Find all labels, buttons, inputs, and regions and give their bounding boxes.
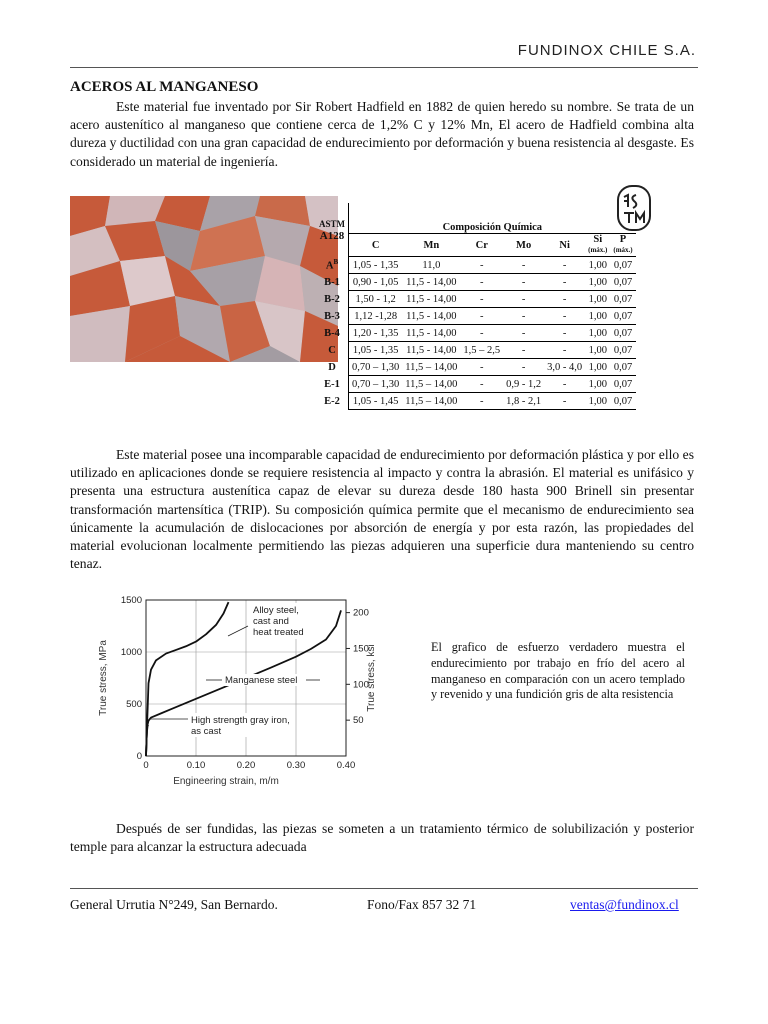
series-label-manganese: Manganese steel	[225, 675, 298, 686]
table-cell: 11,5 – 14,00	[402, 376, 460, 393]
leader-line	[228, 626, 248, 636]
table-cell: -	[503, 274, 544, 291]
table-cell: 1,00	[585, 359, 610, 376]
table-cell: -	[544, 393, 585, 410]
table-cell: 0,07	[610, 325, 635, 342]
table-cell: 1,05 - 1,35	[349, 342, 403, 359]
table-cell: -	[503, 308, 544, 325]
table-cell: -	[544, 325, 585, 342]
y-right-tick-label: 100	[353, 679, 369, 691]
column-header: Ni	[544, 234, 585, 257]
table-cell: 0,9 - 1,2	[503, 376, 544, 393]
footer-email-link[interactable]: ventas@fundinox.cl	[570, 897, 679, 912]
grade-label: $A^B$	[316, 257, 349, 274]
series-label-alloy: Alloy steel, cast and heat treated	[253, 605, 304, 638]
table-row	[316, 359, 636, 376]
table-cell: -	[544, 274, 585, 291]
grade-label: B-4	[316, 325, 349, 342]
table-cell: -	[460, 393, 503, 410]
table-cell: 0,07	[610, 359, 635, 376]
table-cell: 1,00	[585, 274, 610, 291]
table-cell: 0,07	[610, 274, 635, 291]
table-cell: 1,00	[585, 291, 610, 308]
footer-divider	[70, 888, 698, 889]
table-cell: 1,05 - 1,45	[349, 393, 403, 410]
table-row	[316, 342, 636, 359]
table-cell: -	[544, 308, 585, 325]
table-row	[316, 325, 636, 342]
header-divider	[70, 67, 698, 68]
table-cell: -	[503, 342, 544, 359]
y-tick-label: 1000	[120, 647, 142, 658]
table-cell: 1,20 - 1,35	[349, 325, 403, 342]
company-name: FUNDINOX CHILE S.A.	[517, 42, 696, 59]
y-tick-label: 1500	[120, 595, 142, 606]
table-cell: 1,00	[585, 376, 610, 393]
table-cell: 1,00	[585, 342, 610, 359]
table-row	[316, 291, 636, 308]
table-row	[316, 393, 636, 410]
x-tick-label: 0.20	[236, 760, 256, 771]
table-cell: -	[460, 376, 503, 393]
table-cell: 1,00	[585, 308, 610, 325]
table-cell: 11,0	[402, 257, 460, 274]
page-title: ACEROS AL MANGANESO	[70, 79, 259, 95]
table-cell: 0,70 – 1,30	[349, 359, 403, 376]
y-tick-label-zero: 0	[136, 751, 142, 762]
table-cell: -	[460, 308, 503, 325]
x-tick-label: 0	[143, 760, 149, 771]
table-cell: 0,07	[610, 308, 635, 325]
table-cell: -	[544, 342, 585, 359]
column-header: C	[349, 234, 403, 257]
table-cell: -	[460, 274, 503, 291]
y-right-tick-label: 150	[353, 643, 369, 655]
table-cell: 11,5 - 14,00	[402, 291, 460, 308]
series-label-gray-iron: High strength gray iron, as cast	[191, 715, 290, 737]
table-cell: 1,8 - 2,1	[503, 393, 544, 410]
grade-label: E-2	[316, 393, 349, 410]
body-paragraph: Este material posee una incomparable capacidad de endurecimiento por deformación plástica y por ello es utilizado en aplicaciones donde se requiere resistencia al impacto y contra la abrasión. El material es unifásico y presenta una estructura austenítica capaz de elevar su dureza desde 180 hasta 900 Brinell sin presentar transformación martensítica (TRIP). Su composición química permite que el mecanismo de endurecimiento sea únicamente la acumulación de dislocaciones por absorción de energía y por esta razón, las propiedades del material evolucionan localmente permitiendo las piezas adquieren una superficie dura manteniendo su centro tenaz.	[70, 447, 694, 572]
composition-table	[316, 203, 636, 410]
table-cell: 1,00	[585, 393, 610, 410]
x-tick-label: 0.10	[186, 760, 206, 771]
table-cell: -	[544, 257, 585, 274]
x-tick-label: 0.40	[336, 760, 356, 771]
grade-label: D	[316, 359, 349, 376]
table-cell: 11,5 – 14,00	[402, 359, 460, 376]
microstructure-image	[70, 196, 338, 362]
table-title: Composición Química	[349, 203, 636, 234]
table-cell: 1,12 -1,28	[349, 308, 403, 325]
table-cell: 0,07	[610, 257, 635, 274]
chart-caption: El grafico de esfuerzo verdadero muestra el endurecimiento por trabajo en frío del acero al manganeso en comparación con un acero templado y revenido y una fundición gris de alta resistencia	[431, 640, 685, 702]
closing-paragraph: Después de ser fundidas, las piezas se someten a un tratamiento térmico de solubilización y posterior temple para alcanzar la estructura adecuada	[70, 821, 694, 855]
y-right-tick-label: 200	[353, 607, 369, 619]
intro-paragraph: Este material fue inventado por Sir Robert Hadfield en 1882 de quien heredo su nombre. Se trata de un acero austenítico al manganeso que contiene cerca de 1,2% C y 12% Mn, El acero de Hadfield combina alta dureza y ductilidad con una gran capacidad de endurecimiento por deformación y buena resistencia al desgaste. Es considerado un material de ingeniería.	[70, 99, 694, 169]
table-cell: -	[460, 291, 503, 308]
table-cell: 0,90 - 1,05	[349, 274, 403, 291]
table-row	[316, 274, 636, 291]
stress-strain-chart	[88, 586, 378, 796]
table-cell: 1,00	[585, 257, 610, 274]
table-cell: -	[460, 257, 503, 274]
column-header: Si (máx.)	[585, 234, 610, 257]
astm-label: ASTM A128	[316, 203, 349, 257]
grade-label: B-3	[316, 308, 349, 325]
table-cell: 0,70 – 1,30	[349, 376, 403, 393]
table-cell: 0,07	[610, 291, 635, 308]
column-header: Mn	[402, 234, 460, 257]
table-cell: -	[503, 291, 544, 308]
table-cell: 0,07	[610, 376, 635, 393]
grade-label: B-2	[316, 291, 349, 308]
column-header: Mo	[503, 234, 544, 257]
table-cell: 11,5 – 14,00	[402, 393, 460, 410]
table-cell: 11,5 - 14,00	[402, 274, 460, 291]
table-row	[316, 308, 636, 325]
table-cell: 1,5 – 2,5	[460, 342, 503, 359]
table-cell: -	[503, 325, 544, 342]
y-right-tick-label: 50	[353, 715, 364, 727]
table-cell: 1,00	[585, 325, 610, 342]
table-cell: 1,50 - 1,2	[349, 291, 403, 308]
grade-label: B-1	[316, 274, 349, 291]
column-header: Cr	[460, 234, 503, 257]
table-row	[316, 376, 636, 393]
footer-address: General Urrutia N°249, San Bernardo.	[70, 897, 278, 912]
table-cell: -	[544, 376, 585, 393]
table-cell: 11,5 - 14,00	[402, 342, 460, 359]
table-row	[316, 257, 636, 274]
y-tick-label: 500	[126, 699, 142, 710]
table-cell: 11,5 - 14,00	[402, 308, 460, 325]
table-cell: -	[460, 325, 503, 342]
table-cell: 0,07	[610, 342, 635, 359]
table-cell: 0,07	[610, 393, 635, 410]
y-axis-label: True stress, MPa	[98, 640, 109, 716]
table-cell: -	[503, 359, 544, 376]
y-right-axis-label: True stress, ksi	[366, 644, 377, 712]
grade-label: E-1	[316, 376, 349, 393]
x-axis-label: Engineering strain, m/m	[173, 776, 279, 787]
column-header: P (máx.)	[610, 234, 635, 257]
table-cell: -	[460, 359, 503, 376]
x-tick-label: 0.30	[286, 760, 306, 771]
table-cell: -	[503, 257, 544, 274]
table-cell: 11,5 - 14,00	[402, 325, 460, 342]
table-cell: 3,0 - 4,0	[544, 359, 585, 376]
footer-phone: Fono/Fax 857 32 71	[367, 897, 477, 912]
grade-label: C	[316, 342, 349, 359]
table-header-row	[316, 234, 636, 257]
series-line-2	[146, 725, 148, 756]
table-cell: -	[544, 291, 585, 308]
table-cell: 1,05 - 1,35	[349, 257, 403, 274]
